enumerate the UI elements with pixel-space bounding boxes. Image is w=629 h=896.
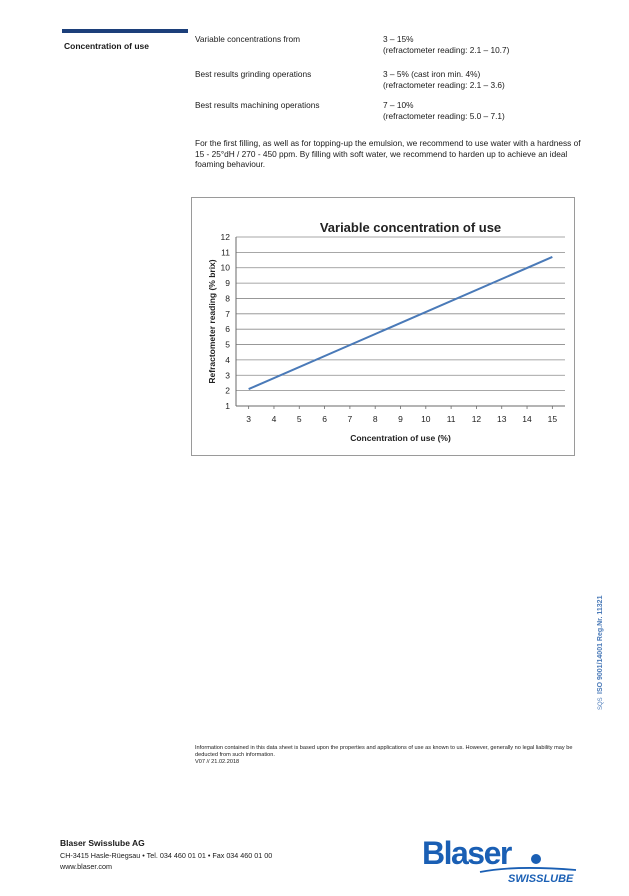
x-tick-label: 12 xyxy=(471,414,482,424)
version-label: V07 // 21.02.2018 xyxy=(195,758,240,765)
concentration-chart xyxy=(191,197,575,456)
y-tick-label: 8 xyxy=(225,293,230,304)
chart-title: Variable concentration of use xyxy=(319,220,502,235)
y-tick-label: 11 xyxy=(221,247,230,258)
y-tick-label: 10 xyxy=(220,262,230,273)
spec-value xyxy=(383,34,509,56)
x-tick-label: 9 xyxy=(398,414,403,424)
x-tick-label: 11 xyxy=(446,414,456,424)
company-website[interactable]: www.blaser.com xyxy=(60,862,112,871)
spec-label: Variable concentrations from xyxy=(195,34,300,44)
y-tick-label: 9 xyxy=(225,278,230,289)
spec-value-line: 3 – 15% xyxy=(383,34,414,44)
iso-certification xyxy=(596,578,608,710)
y-tick-label: 1 xyxy=(225,401,230,411)
x-tick-label: 4 xyxy=(271,414,277,424)
x-tick-label: 15 xyxy=(547,414,558,424)
spec-value-line: (refractometer reading: 2.1 – 10.7) xyxy=(383,45,510,55)
x-tick-label: 5 xyxy=(296,414,302,424)
section-accent-bar xyxy=(62,29,188,33)
spec-value xyxy=(383,100,505,122)
spec-label: Best results machining operations xyxy=(195,100,320,110)
x-axis-label: Concentration of use (%) xyxy=(350,433,451,443)
x-tick-label: 3 xyxy=(246,414,252,424)
spec-value xyxy=(383,69,505,91)
y-axis-label: Refractometer reading (% brix) xyxy=(207,259,217,384)
y-tick-label: 12 xyxy=(220,232,230,242)
water-hardness-note: For the first filling, as well as for topping-up the emulsion, we recommend to use water with a hardness of 15 - 25°dH / 270 - 450 ppm. By filling with soft water, we recommend to harden up to achieve an ideal foaming behaviour. xyxy=(195,138,581,169)
blaser-logo xyxy=(420,832,590,884)
y-tick-label: 4 xyxy=(225,354,230,365)
company-address: CH-3415 Hasle-Rüegsau • Tel. 034 460 01 01 • Fax 034 460 01 00 xyxy=(60,851,273,860)
y-tick-label: 6 xyxy=(225,324,230,335)
x-tick-label: 10 xyxy=(421,414,431,424)
x-tick-label: 14 xyxy=(522,414,532,424)
data-series-line xyxy=(249,257,553,389)
y-tick-label: 5 xyxy=(225,339,230,350)
logo-wordmark: Blaser xyxy=(422,835,511,871)
section-heading: Concentration of use xyxy=(64,41,150,51)
company-name: Blaser Swisslube AG xyxy=(60,838,145,848)
chart-svg xyxy=(192,198,574,455)
y-tick-label: 7 xyxy=(225,308,230,319)
spec-value-line: (refractometer reading: 2.1 – 3.6) xyxy=(383,80,505,90)
logo-subtitle: SWISSLUBE xyxy=(508,873,574,884)
spec-label: Best results grinding operations xyxy=(195,69,312,79)
disclaimer xyxy=(195,745,585,765)
y-tick-label: 3 xyxy=(225,370,230,381)
x-tick-label: 13 xyxy=(496,414,507,424)
y-tick-label: 2 xyxy=(225,385,230,396)
x-tick-label: 8 xyxy=(372,414,378,424)
x-tick-label: 6 xyxy=(322,414,327,424)
spec-value-line: (refractometer reading: 5.0 – 7.1) xyxy=(383,111,505,121)
sqs-mark: SQS xyxy=(598,697,604,710)
logo-dot xyxy=(531,854,541,864)
certification-text: ISO 9001/14001 Reg.Nr. 11321 xyxy=(597,595,604,694)
x-tick-label: 7 xyxy=(347,414,353,424)
disclaimer-text: Information contained in this data sheet is based upon the properties and applications of use as known to us. However, generally no legal liability may be deducted from such information. xyxy=(195,745,573,758)
spec-value-line: 7 – 10% xyxy=(383,100,414,110)
spec-value-line: 3 – 5% (cast iron min. 4%) xyxy=(383,69,481,79)
